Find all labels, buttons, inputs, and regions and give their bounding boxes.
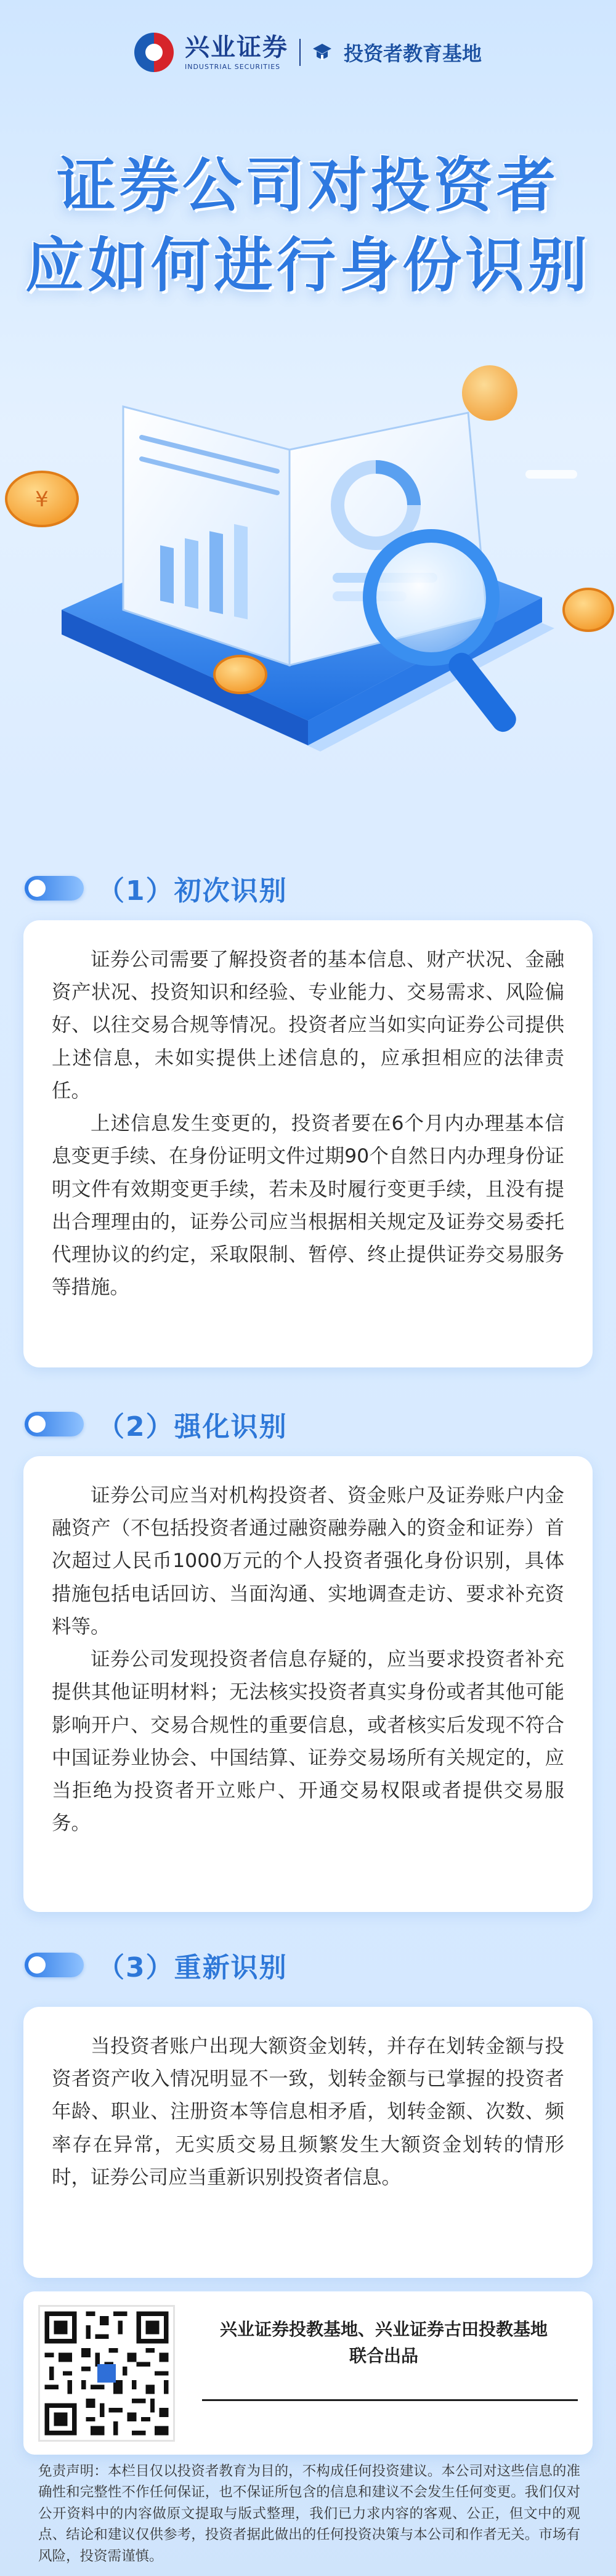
industrial-securities-logo-icon (134, 33, 174, 72)
section-paragraph: 证券公司发现投资者信息存疑的，应当要求投资者补充提供其他证明材料；无法核实投资者真实身份或者其他可能影响开户、交易合规性的重要信息，或者核实后发现不符合中国证券业协会、中国结算、证券交易场所有关规定的，应当拒绝为投资者开立账户、开通交易权限或者提供交易服务。 (52, 1648, 564, 1835)
joint-production-credit (190, 2316, 578, 2370)
page-title-line-1: 证券公司对投资者 (57, 151, 559, 220)
section-card-enhanced-identification (23, 1456, 593, 1912)
logo-divider (299, 39, 301, 66)
section-title: （3）重新识别 (97, 1952, 288, 1983)
education-base-icon (312, 42, 333, 63)
toggle-switch-icon (25, 876, 84, 901)
section-title: （1）初次识别 (97, 875, 288, 907)
credit-line-1: 兴业证券投教基地、兴业证券古田投教基地 (219, 2319, 548, 2339)
brand-header (0, 25, 616, 80)
toggle-switch-icon (25, 1953, 84, 1977)
section-header-enhanced-identification (25, 1399, 288, 1449)
section-header-re-identification (25, 1940, 288, 1990)
disclaimer-text: 免责声明：本栏目仅以投资者教育为目的，不构成任何投资建议。本公司对这些信息的准确性和完整性不作任何保证，也不保证所包含的信息和建议不会发生任何变更。我们仅对公开资料中的内容做原文提取与版式整理，我们已力求内容的客观、公正，但文中的观点、结论和建议仅供参考，投资者据此做出的任何投资决策与本公司和作者无关。市场有风险，投资需谨慎。 (38, 2463, 580, 2564)
footer-divider (202, 2399, 578, 2401)
section-paragraph: 证券公司需要了解投资者的基本信息、财产状况、金融资产状况、投资知识和经验、专业能力、交易需求、风险偏好、以往交易合规等情况。投资者应当如实向证券公司提供上述信息，未如实提供上述信息的，应承担相应的法律责任。 (52, 949, 564, 1102)
section-paragraph: 上述信息发生变更的，投资者要在6个月内办理基本信息变更手续、在身份证明文件过期90个自然日内办理身份证明文件有效期变更手续，若未及时履行变更手续，且没有提出合理理由的，证券公司应当根据相关规定及证券交易委托代理协议的约定，采取限制、暂停、终止提供证券交易服务等措施。 (52, 1112, 564, 1299)
section-card-initial-identification (23, 920, 593, 1367)
svg-text:¥: ¥ (35, 487, 49, 512)
page-title-line-2: 应如何进行身份识别 (25, 231, 591, 300)
hero-illustration (0, 320, 616, 825)
footer-card (23, 2291, 593, 2455)
credit-line-2: 联合出品 (349, 2346, 418, 2367)
section-header-initial-identification (25, 864, 288, 913)
section-paragraph: 证券公司应当对机构投资者、资金账户及证券账户内金融资产（不包括投资者通过融资融券融入的资金和证券）首次超过人民币1000万元的个人投资者强化身份识别，具体措施包括电话回访、当面沟通、实地调查走访、要求补充资料等。 (52, 1484, 564, 1638)
section-card-re-identification (23, 2007, 593, 2278)
toggle-switch-icon (25, 1412, 84, 1436)
qr-code-icon (38, 2305, 175, 2442)
brand-name-en: INDUSTRIAL SECURITIES (184, 62, 281, 71)
brand-name (185, 35, 288, 70)
section-title: （2）强化识别 (97, 1411, 288, 1443)
brand-name-cn: 兴业证券 (184, 33, 288, 62)
section-paragraph: 当投资者账户出现大额资金划转，并存在划转金额与投资者资产收入情况明显不一致，划转金额与已掌握的投资者年龄、职业、注册资本等信息相矛盾，划转金额、次数、频率存在异常，无实质交易且频繁发生大额资金划转的情形时，证券公司应当重新识别投资者信息。 (52, 2035, 564, 2189)
education-base-name: 投资者教育基地 (343, 42, 482, 65)
